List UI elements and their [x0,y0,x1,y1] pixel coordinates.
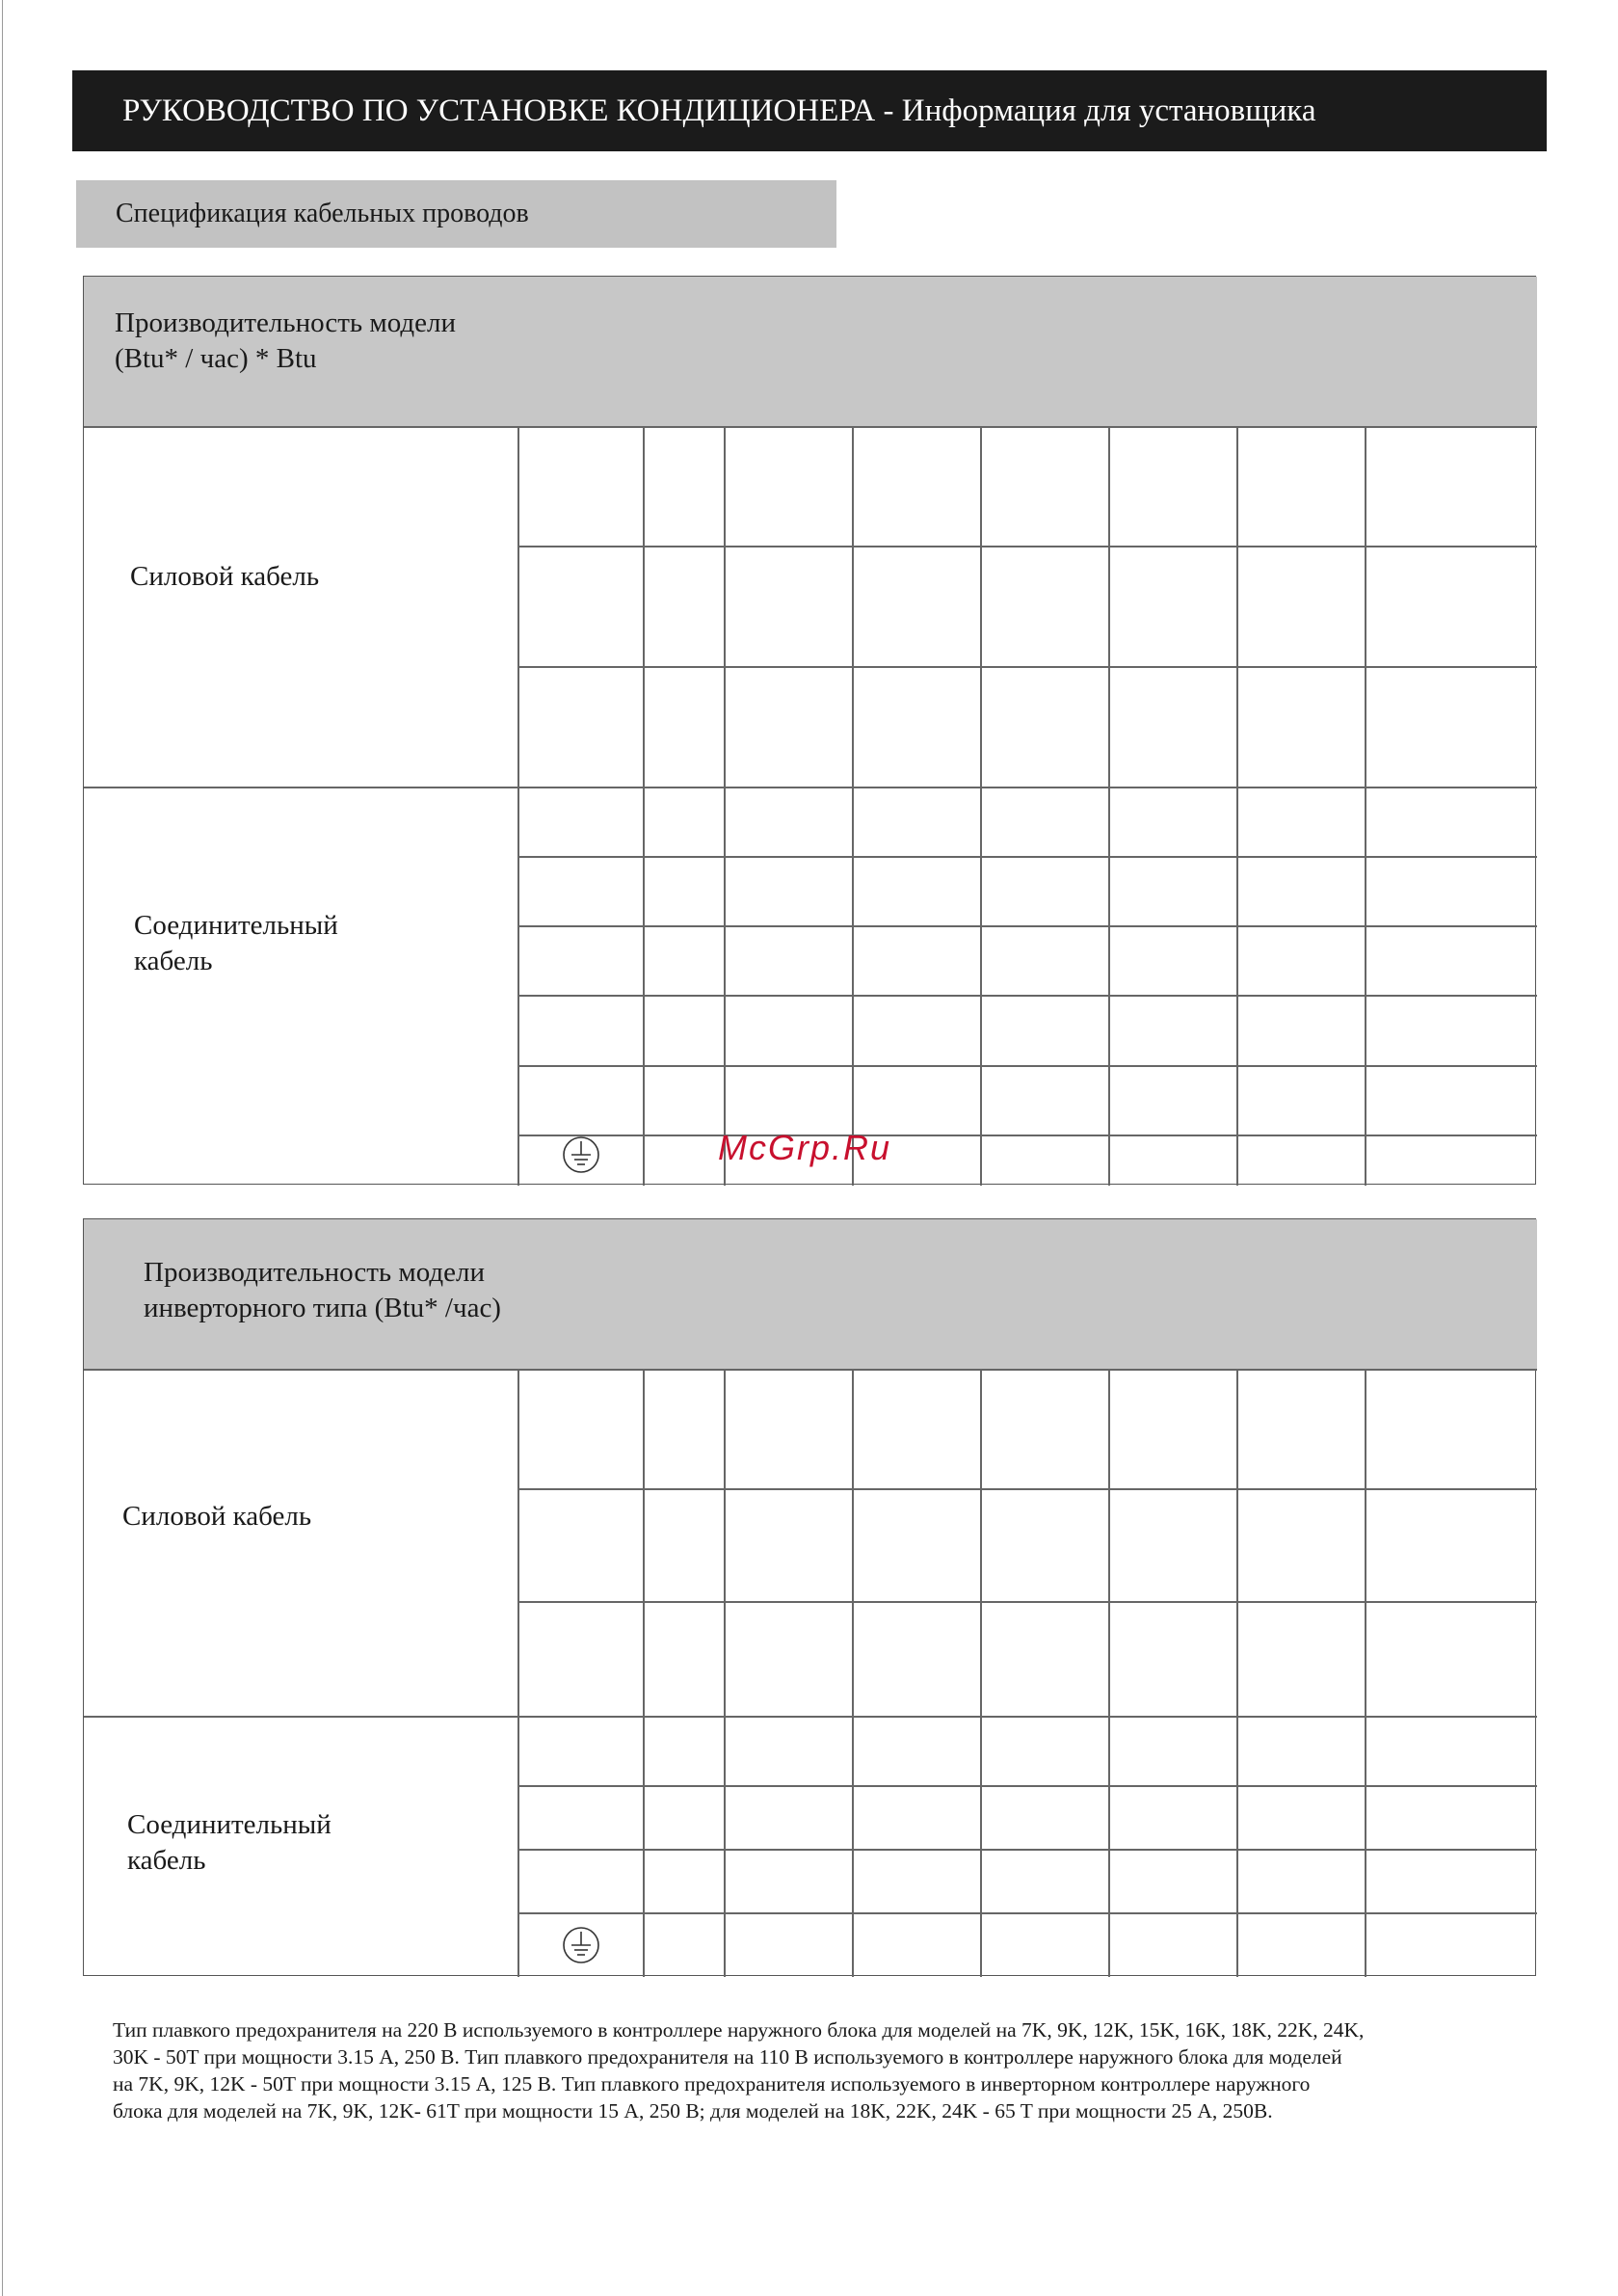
grid-line [517,925,1537,927]
cable-spec-table-standard [83,276,1536,1185]
fuse-footnote [113,2016,1558,2124]
table1-header-line-2: (Btu* / час) * Btu [115,343,317,374]
table2-header-line-2: инверторного типа (Btu* /час) [144,1293,501,1323]
grid-line [517,1912,1537,1914]
grid-line [517,1785,1537,1787]
watermark: McGrp.Ru [718,1128,892,1167]
grid-line [724,426,726,1186]
grid-line [517,856,1537,858]
table2-connection-line-2: кабель [127,1845,206,1876]
table1-power-cable-label: Силовой кабель [130,561,320,592]
ground-symbol-icon [562,1135,600,1174]
table1-header-label [115,306,456,377]
table2-power-cable-label: Силовой кабель [122,1501,312,1532]
grid-line [852,426,854,1186]
grid-line [1365,426,1366,1186]
grid-line [517,546,1537,547]
footnote-line: на 7K, 9K, 12K - 50T при мощности 3.15 А, 125 В. Тип плавкого предохранителя используемого в инверторном контроллере наружного [113,2072,1311,2096]
grid-line [1108,426,1110,1186]
grid-line [84,1716,1537,1718]
footnote-line: блока для моделей на 7K, 9K, 12K- 61T при мощности 15 А, 250 В; для моделей на 18K, 22K, 24K - 65 T при мощности 25 А, 250В. [113,2099,1273,2122]
table2-connection-line-1: Соединительный [127,1809,332,1840]
table2-connection-cable-label [127,1807,332,1879]
table1-connection-line-1: Соединительный [134,910,338,941]
table2-header-label [144,1255,501,1326]
table2-header-line-1: Производительность модели [144,1257,485,1288]
grid-line [517,995,1537,997]
grid-line [980,1369,982,1977]
grid-line [517,1488,1537,1490]
section-heading-text: Спецификация кабельных проводов [116,199,529,228]
grid-line [517,426,519,1186]
ground-symbol-icon [562,1926,600,1964]
footnote-line: 30K - 50T при мощности 3.15 А, 250 В. Тип плавкого предохранителя на 110 В используемого в контроллере наружного блока для моделей [113,2045,1342,2069]
grid-line [84,1369,1537,1371]
grid-line [517,666,1537,668]
page-edge-line [2,0,3,2296]
grid-line [980,426,982,1186]
grid-line [84,426,1537,428]
grid-line [852,1369,854,1977]
grid-line [724,1369,726,1977]
section-heading [76,180,836,248]
grid-line [517,1135,1537,1136]
grid-line [84,787,1537,788]
grid-line [1365,1369,1366,1977]
cable-spec-table-inverter [83,1218,1536,1976]
table1-header-line-1: Производительность модели [115,307,456,338]
grid-line [1236,426,1238,1186]
grid-line [1108,1369,1110,1977]
grid-line [1236,1369,1238,1977]
grid-line [517,1369,519,1977]
page-title-bar [72,70,1547,151]
grid-line [517,1601,1537,1603]
grid-line [517,1065,1537,1067]
page-title: РУКОВОДСТВО ПО УСТАНОВКЕ КОНДИЦИОНЕРА - Информация для установщика [122,93,1316,128]
footnote-line: Тип плавкого предохранителя на 220 В используемого в контроллере наружного блока для моделей на 7K, 9K, 12K, 15K, 16K, 18K, 22K, 24K, [113,2018,1365,2042]
table1-connection-cable-label [134,908,338,979]
grid-line [517,1849,1537,1851]
table1-connection-line-2: кабель [134,946,213,976]
